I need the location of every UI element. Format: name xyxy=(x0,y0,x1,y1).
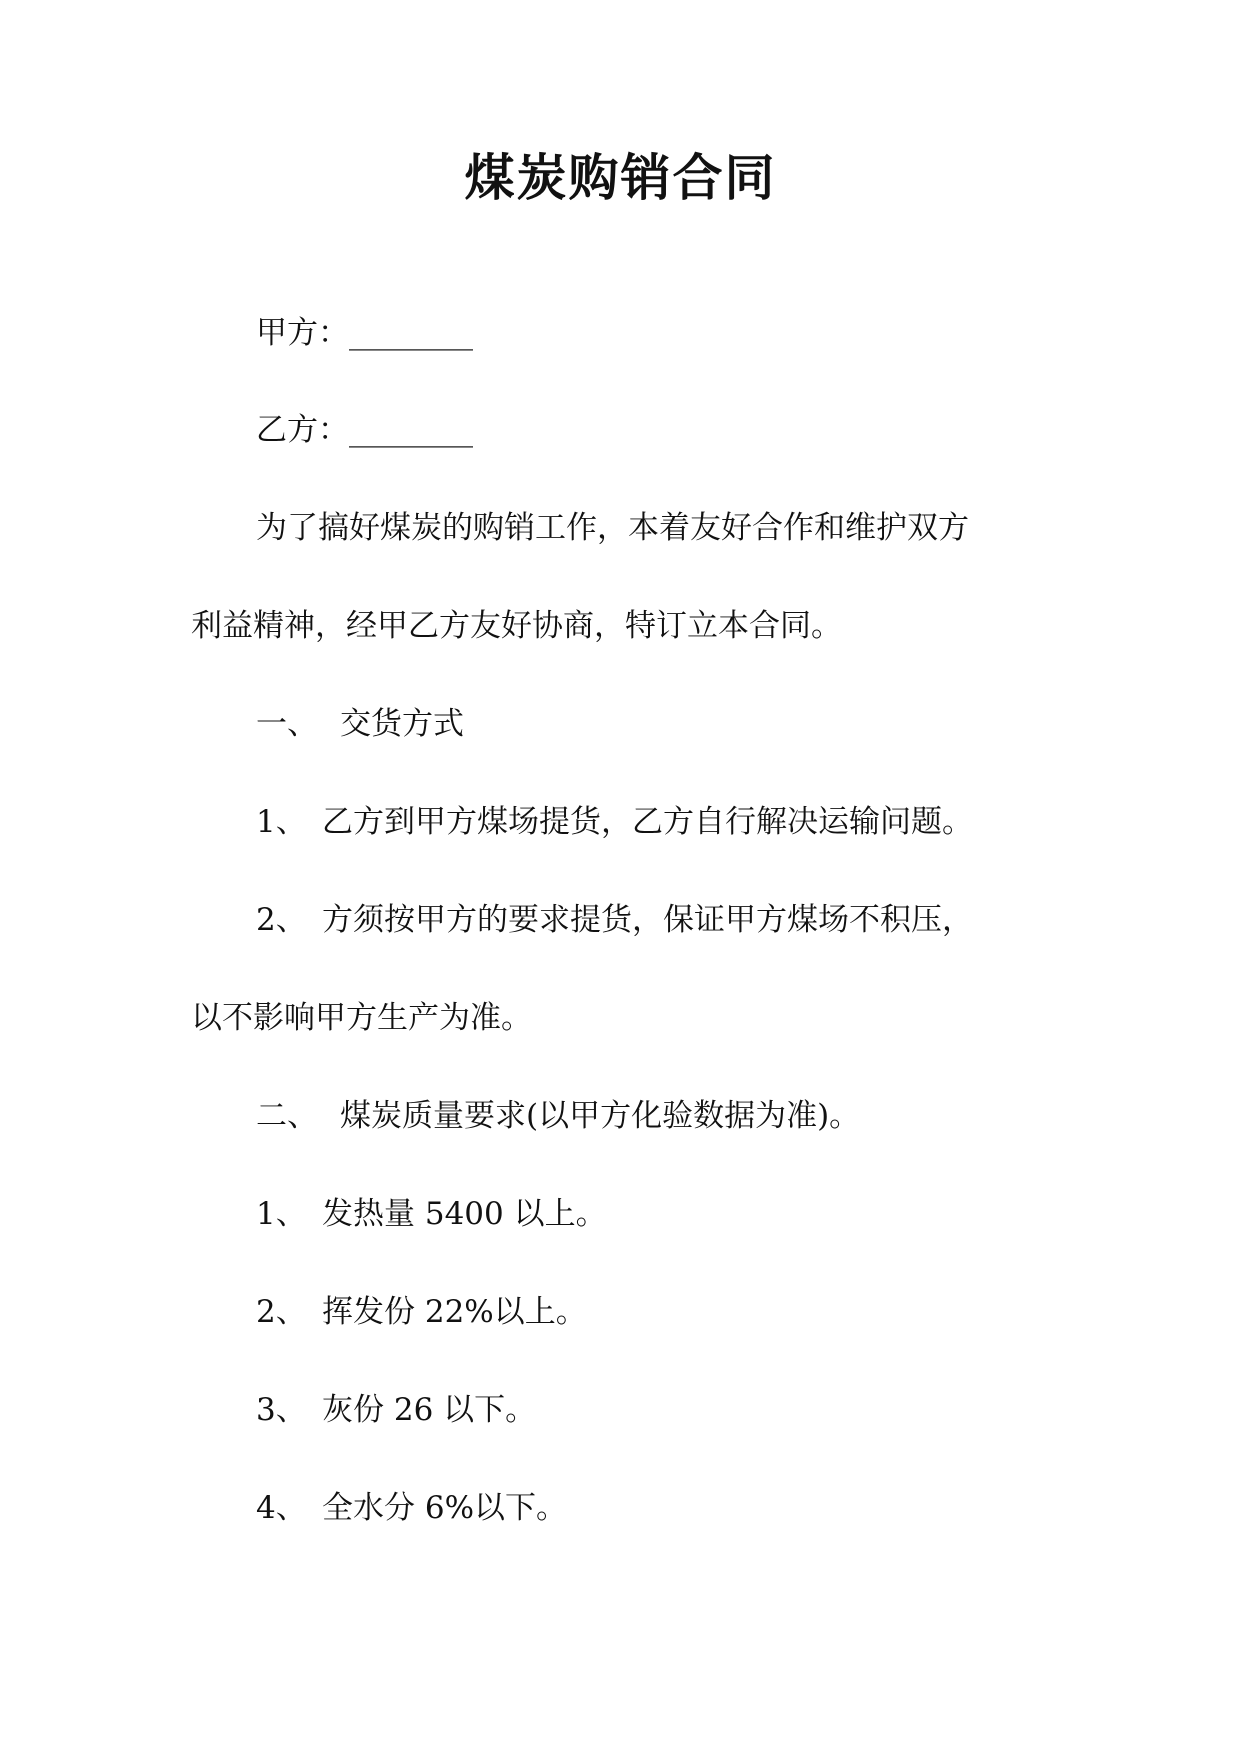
item-text: 灰份 26 以下。 xyxy=(322,1392,537,1428)
section-2-item-1 xyxy=(256,1194,607,1234)
item-text: 发热量 5400 以上。 xyxy=(322,1196,607,1232)
item-number: 3、 xyxy=(256,1392,307,1428)
section-2-item-2 xyxy=(256,1292,587,1332)
section-2-title: 煤炭质量要求(以甲方化验数据为准)。 xyxy=(340,1098,861,1134)
section-1-title: 交货方式 xyxy=(340,706,464,742)
item-number: 2、 xyxy=(256,902,307,938)
item-text: 乙方到甲方煤场提货，乙方自行解决运输问题。 xyxy=(322,804,973,840)
section-2-item-4 xyxy=(256,1488,567,1528)
item-text: 挥发份 22%以上。 xyxy=(322,1294,587,1330)
document-title: 煤炭购销合同 xyxy=(464,149,777,207)
section-2-item-3 xyxy=(256,1390,536,1430)
section-1-item-1 xyxy=(256,802,973,842)
party-b-line: 乙方：________ xyxy=(256,412,473,448)
item-number: 1、 xyxy=(256,804,307,840)
section-1-item-2-continuation: 以不影响甲方生产为准。 xyxy=(191,1000,532,1036)
section-1-heading xyxy=(256,704,464,744)
intro-paragraph-line-2: 利益精神，经甲乙方友好协商，特订立本合同。 xyxy=(191,608,842,644)
item-text: 全水分 6%以下。 xyxy=(322,1490,568,1526)
intro-paragraph-line-1: 为了搞好煤炭的购销工作，本着友好合作和维护双方 xyxy=(256,510,969,546)
item-text: 方须按甲方的要求提货，保证甲方煤场不积压， xyxy=(322,902,973,938)
party-a-line: 甲方：________ xyxy=(256,315,473,351)
section-1-item-2 xyxy=(256,900,973,940)
section-1-number: 一、 xyxy=(256,706,318,742)
section-2-number: 二、 xyxy=(256,1098,318,1134)
item-number: 4、 xyxy=(256,1490,307,1526)
item-number: 1、 xyxy=(256,1196,307,1232)
section-2-heading xyxy=(256,1096,860,1136)
item-number: 2、 xyxy=(256,1294,307,1330)
